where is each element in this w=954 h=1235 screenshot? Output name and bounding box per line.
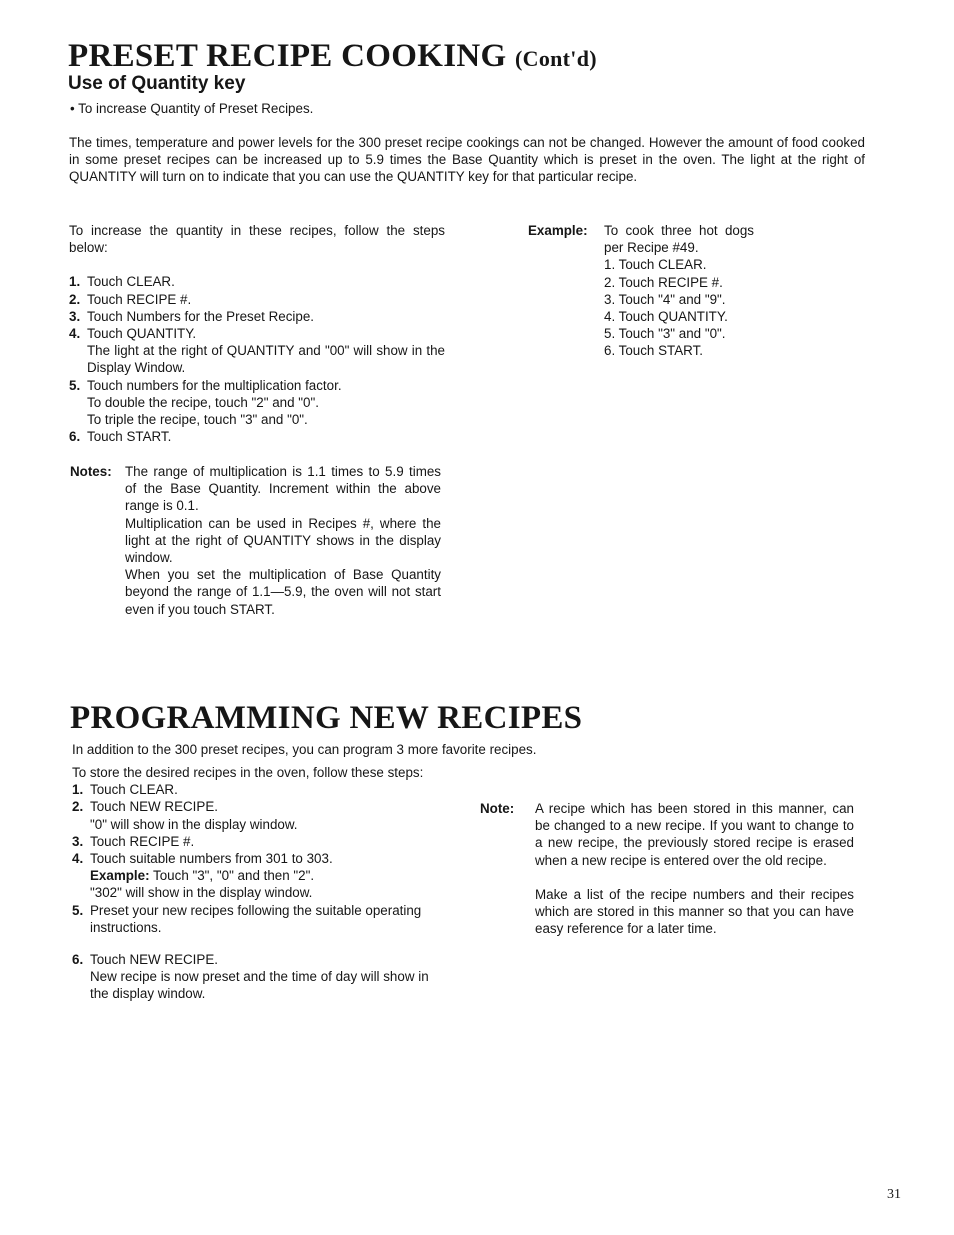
prog-note-2: Make a list of the recipe numbers and their recipes which are stored in this manner so that you can have easy reference for a later time.	[535, 886, 854, 937]
step-3: 3. Touch Numbers for the Preset Recipe.	[69, 308, 314, 324]
prog-step-6-detail: New recipe is now preset and the time of day will show in the display window.	[90, 969, 429, 1002]
example-label: Example:	[528, 223, 588, 238]
prog-note-label: Note:	[480, 801, 515, 816]
example-step-6: 6. Touch START.	[604, 343, 703, 359]
section-title-programming: PROGRAMMING NEW RECIPES	[70, 700, 583, 736]
steps-lead: To increase the quantity in these recipes, follow the steps below:	[69, 223, 445, 256]
step-1: 1. Touch CLEAR.	[69, 274, 175, 290]
prog-step-3: 3. Touch RECIPE #.	[72, 833, 195, 849]
prog-step-4-example: Example: Touch "3", "0" and then "2".	[90, 868, 315, 884]
step-5-detail-double: To double the recipe, touch "2" and "0".	[87, 394, 319, 410]
note-recipes: Multiplication can be used in Recipes #, where the light at the right of QUANTITY shows in the display window.	[125, 515, 441, 566]
step-5: 5. Touch numbers for the multiplication factor.	[69, 377, 342, 393]
quantity-steps-column	[69, 222, 445, 445]
example-step-4: 4. Touch QUANTITY.	[604, 309, 728, 325]
prog-note-block	[535, 800, 854, 937]
bullet-increase-quantity: • To increase Quantity of Preset Recipes.	[70, 101, 314, 116]
programming-steps-column	[72, 764, 444, 1003]
step-4-detail: The light at the right of QUANTITY and "00" will show in the Display Window.	[87, 343, 445, 376]
step-2: 2. Touch RECIPE #.	[69, 291, 192, 307]
step-4: 4. Touch QUANTITY.	[69, 326, 197, 342]
notes-label: Notes:	[70, 464, 112, 479]
step-6: 6. Touch START.	[69, 429, 172, 445]
prog-step-4-detail: "302" will show in the display window.	[90, 885, 313, 901]
page-number: 31	[887, 1187, 901, 1202]
example-block	[604, 222, 754, 360]
programming-intro: In addition to the 300 preset recipes, you can program 3 more favorite recipes.	[72, 742, 537, 757]
step-5-detail-triple: To triple the recipe, touch "3" and "0".	[87, 412, 308, 428]
prog-step-5: 5. Preset your new recipes following the suitable operating instructions.	[72, 902, 422, 935]
prog-note-1: A recipe which has been stored in this manner, can be changed to a new recipe. If you want to change to a new recipe, the previously stored recipe is erased when a new recipe is entered over the old recipe.	[535, 801, 854, 868]
prog-step-2-detail: "0" will show in the display window.	[90, 816, 298, 832]
example-step-2: 2. Touch RECIPE #.	[604, 274, 723, 290]
prog-step-1: 1. Touch CLEAR.	[72, 782, 178, 798]
example-step-3: 3. Touch "4" and "9".	[604, 291, 726, 307]
notes-block	[125, 463, 441, 618]
subtitle-quantity-key: Use of Quantity key	[68, 73, 246, 94]
prog-step-2: 2. Touch NEW RECIPE.	[72, 799, 218, 815]
example-step-1: 1. Touch CLEAR.	[604, 257, 707, 273]
intro-paragraph: The times, temperature and power levels for the 300 preset recipe cookings can not be changed. However the amount of food cooked in some preset recipes can be increased up to 5.9 times the Base Quantity which is preset in the oven. The light at the right of QUANTITY will turn on to indicate that you can use the QUANTITY key for that particular recipe.	[69, 135, 865, 185]
example-step-5: 5. Touch "3" and "0".	[604, 326, 726, 342]
prog-step-6: 6. Touch NEW RECIPE.	[72, 952, 218, 968]
section-title-preset: PRESET RECIPE COOKING (Cont'd)	[68, 38, 597, 74]
example-intro: To cook three hot dogs per Recipe #49.	[604, 223, 754, 256]
prog-step-4: 4. Touch suitable numbers from 301 to 303.	[72, 851, 333, 867]
programming-lead: To store the desired recipes in the oven, follow these steps:	[72, 765, 424, 780]
note-beyond-range: When you set the multiplication of Base Quantity beyond the range of 1.1—5.9, the oven will not start even if you touch START.	[125, 567, 441, 617]
note-range: The range of multiplication is 1.1 times to 5.9 times of the Base Quantity. Increment within the above range is 0.1.	[125, 464, 441, 514]
